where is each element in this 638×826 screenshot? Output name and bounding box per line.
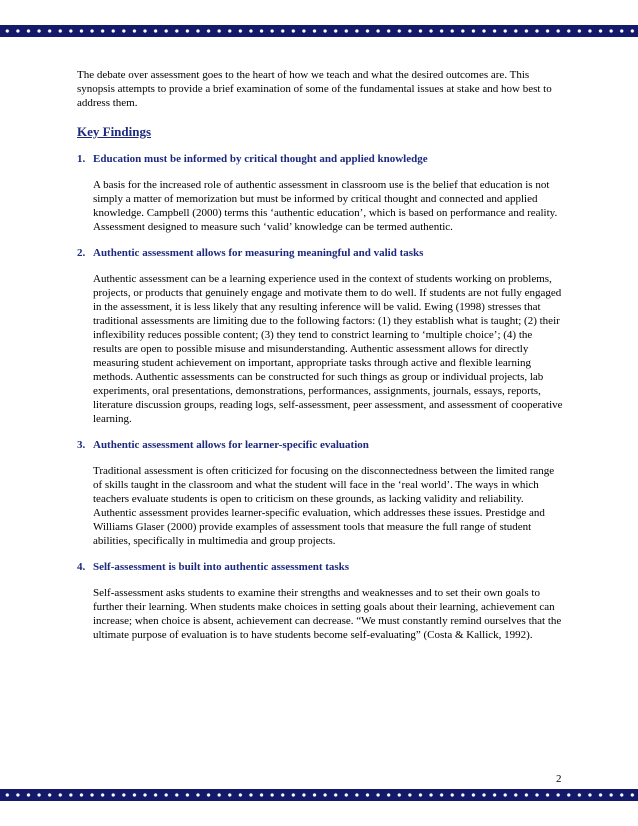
finding-body: A basis for the increased role of authentic assessment in classroom use is the belief that education is not simply a matter of memorization but must be informed by critical thought and connected and applied knowledge. Campbell (2000) terms this ‘authentic education’, which is based on performance and reality. Assessment designed to measure such ‘valid’ knowledge can be termed authentic. xyxy=(93,179,558,233)
finding-item xyxy=(77,438,565,548)
finding-title xyxy=(77,560,565,574)
finding-title xyxy=(77,152,565,166)
key-findings-heading: Key Findings xyxy=(77,124,152,139)
finding-item xyxy=(77,560,565,642)
intro-paragraph: The debate over assessment goes to the heart of how we teach and what the desired outcomes are. This synopsis attempts to provide a brief examination of some of the fundamental issues at stake and how best to address them. xyxy=(77,69,552,109)
finding-number: 3. xyxy=(77,439,86,451)
finding-title-text: Authentic assessment allows for learner-specific evaluation xyxy=(93,439,369,451)
finding-title-text: Authentic assessment allows for measuring meaningful and valid tasks xyxy=(93,247,424,259)
finding-body: Self-assessment asks students to examine their strengths and weaknesses and to set their own goals to further their learning. When students make choices in setting goals about their learning, achievement can increase; when choice is absent, achievement can decrease. “We must constantly remind ourselves that the ultimate purpose of evaluation is to have students become self-evaluating” (Costa & Kallick, 1992). xyxy=(93,587,562,641)
finding-title-text: Education must be informed by critical thought and applied knowledge xyxy=(93,153,428,165)
finding-number: 4. xyxy=(77,561,86,573)
document-body xyxy=(77,68,565,642)
finding-title xyxy=(77,438,565,452)
finding-title-text: Self-assessment is built into authentic assessment tasks xyxy=(93,561,350,573)
finding-number: 2. xyxy=(77,247,86,259)
bottom-dotted-border xyxy=(0,789,638,801)
finding-body: Traditional assessment is often criticized for focusing on the disconnectedness between the limited range of skills taught in the classroom and what the student will face in the ‘real world’. The ways in which teachers evaluate students is open to criticism on these grounds, as lacking validity and reliability. Authentic assessment provides learner-specific evaluation, which addresses these issues. Prestidge and Williams Glaser (2000) provide examples of assessment tools that measure the full range of student abilities, specifically in multimedia and group projects. xyxy=(93,465,555,547)
findings-list xyxy=(77,152,565,642)
finding-number: 1. xyxy=(77,153,86,165)
finding-body: Authentic assessment can be a learning experience used in the context of students working on problems, projects, or products that genuinely engage and motivate them to do well. If students are not fully engaged in the assessment, it is less likely that any resulting inference will be valid. Ewing (1998) stresses that traditional assessments are limiting due to the following factors: (1) they establish what is taught; (2) their inflexibility reduces possible content; (3) they tend to constrict learning to ‘multiple choice’; (4) the results are open to possible misuse and misunderstanding. Authentic assessment allows for directly measuring student achievement on important, appropriate tasks through active and flexible learning methods. Authentic assessments can be constructed for such things as group or individual projects, lab experiments, oral presentations, demonstrations, performances, assignments, journals, essays, reports, literature discussion groups, reading logs, self-assessment, peer assessment, and assessment of cooperative learning. xyxy=(93,273,563,425)
top-dotted-border xyxy=(0,25,638,37)
finding-item xyxy=(77,152,565,234)
finding-title xyxy=(77,246,565,260)
page-number: 2 xyxy=(556,773,562,785)
finding-item xyxy=(77,246,565,426)
